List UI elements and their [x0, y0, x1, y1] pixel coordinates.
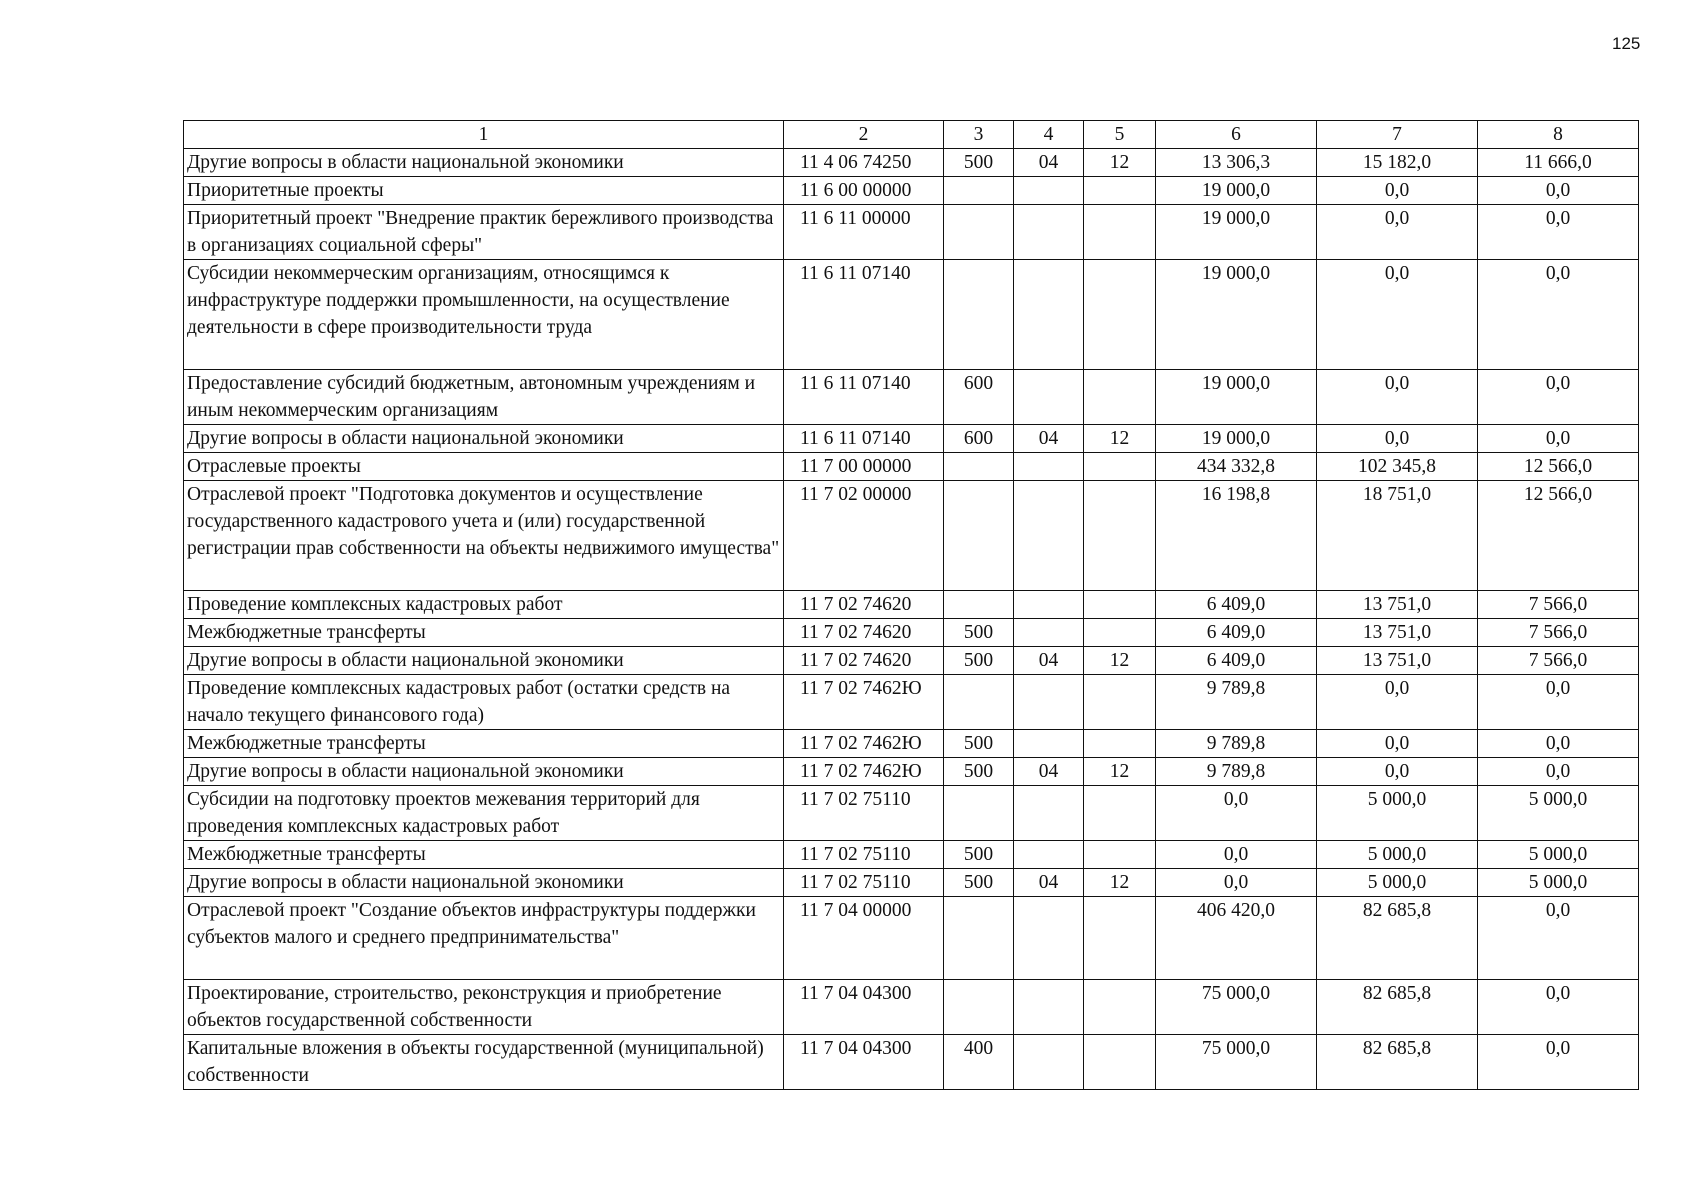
- header-cell-5: 5: [1084, 121, 1156, 149]
- row-value-col6-cell: 0,0: [1156, 786, 1317, 841]
- row-type-cell: 500: [944, 730, 1014, 758]
- row-value-col8-cell: 0,0: [1478, 370, 1639, 425]
- table-row: [184, 647, 1639, 675]
- table-row: [184, 177, 1639, 205]
- table-row: [184, 980, 1639, 1035]
- row-type-cell: 600: [944, 425, 1014, 453]
- row-code-cell: 11 7 00 00000: [784, 453, 944, 481]
- row-value-col8-cell: 5 000,0: [1478, 786, 1639, 841]
- header-cell-7: 7: [1317, 121, 1478, 149]
- row-value-col8-cell: 0,0: [1478, 1035, 1639, 1090]
- row-value-col6-cell: 75 000,0: [1156, 980, 1317, 1035]
- row-section-cell: [1014, 260, 1084, 370]
- table-row: [184, 149, 1639, 177]
- row-value-col6-cell: 9 789,8: [1156, 730, 1317, 758]
- table-row: [184, 591, 1639, 619]
- row-type-cell: [944, 675, 1014, 730]
- row-value-col7-cell: 82 685,8: [1317, 897, 1478, 980]
- row-value-col6-cell: 9 789,8: [1156, 758, 1317, 786]
- row-value-col8-cell: 0,0: [1478, 897, 1639, 980]
- table-row: [184, 758, 1639, 786]
- table-row: [184, 897, 1639, 980]
- row-name-cell: Отраслевой проект "Подготовка документов и осуществление государственного кадастрового учета и (или) государственной регистрации прав собственности на объекты недвижимого имущества": [184, 481, 784, 591]
- row-name-cell: Предоставление субсидий бюджетным, автономным учреждениям и иным некоммерческим организациям: [184, 370, 784, 425]
- row-name-cell: Приоритетные проекты: [184, 177, 784, 205]
- row-name-cell: Другие вопросы в области национальной экономики: [184, 149, 784, 177]
- row-subsection-cell: [1084, 260, 1156, 370]
- row-subsection-cell: 12: [1084, 425, 1156, 453]
- row-value-col6-cell: 19 000,0: [1156, 260, 1317, 370]
- row-type-cell: [944, 591, 1014, 619]
- row-value-col8-cell: 7 566,0: [1478, 619, 1639, 647]
- row-name-cell: Проведение комплексных кадастровых работ (остатки средств на начало текущего финансового года): [184, 675, 784, 730]
- row-value-col8-cell: 11 666,0: [1478, 149, 1639, 177]
- row-value-col7-cell: 5 000,0: [1317, 786, 1478, 841]
- row-code-cell: 11 7 02 74620: [784, 647, 944, 675]
- row-name-cell: Другие вопросы в области национальной экономики: [184, 647, 784, 675]
- row-subsection-cell: [1084, 453, 1156, 481]
- row-type-cell: 500: [944, 149, 1014, 177]
- row-value-col7-cell: 13 751,0: [1317, 591, 1478, 619]
- row-name-cell: Межбюджетные трансферты: [184, 619, 784, 647]
- row-section-cell: [1014, 841, 1084, 869]
- row-value-col6-cell: 13 306,3: [1156, 149, 1317, 177]
- row-name-cell: Межбюджетные трансферты: [184, 730, 784, 758]
- row-subsection-cell: [1084, 841, 1156, 869]
- row-value-col7-cell: 0,0: [1317, 675, 1478, 730]
- row-subsection-cell: [1084, 619, 1156, 647]
- row-code-cell: 11 6 11 07140: [784, 260, 944, 370]
- row-section-cell: 04: [1014, 425, 1084, 453]
- row-type-cell: 600: [944, 370, 1014, 425]
- row-name-cell: Другие вопросы в области национальной экономики: [184, 869, 784, 897]
- table-row: [184, 619, 1639, 647]
- row-section-cell: [1014, 675, 1084, 730]
- row-value-col6-cell: 19 000,0: [1156, 425, 1317, 453]
- row-section-cell: [1014, 177, 1084, 205]
- row-value-col6-cell: 9 789,8: [1156, 675, 1317, 730]
- row-type-cell: [944, 481, 1014, 591]
- table-row: [184, 786, 1639, 841]
- row-subsection-cell: [1084, 980, 1156, 1035]
- row-name-cell: Межбюджетные трансферты: [184, 841, 784, 869]
- row-code-cell: 11 7 02 74620: [784, 619, 944, 647]
- row-value-col8-cell: 12 566,0: [1478, 453, 1639, 481]
- row-section-cell: [1014, 205, 1084, 260]
- row-type-cell: [944, 260, 1014, 370]
- row-type-cell: [944, 897, 1014, 980]
- row-value-col7-cell: 0,0: [1317, 177, 1478, 205]
- row-code-cell: 11 7 04 04300: [784, 980, 944, 1035]
- row-value-col7-cell: 18 751,0: [1317, 481, 1478, 591]
- row-subsection-cell: 12: [1084, 869, 1156, 897]
- row-value-col8-cell: 5 000,0: [1478, 869, 1639, 897]
- row-code-cell: 11 7 02 75110: [784, 786, 944, 841]
- row-section-cell: 04: [1014, 647, 1084, 675]
- row-value-col7-cell: 0,0: [1317, 370, 1478, 425]
- header-cell-3: 3: [944, 121, 1014, 149]
- row-code-cell: 11 4 06 74250: [784, 149, 944, 177]
- row-name-cell: Другие вопросы в области национальной экономики: [184, 758, 784, 786]
- row-subsection-cell: [1084, 591, 1156, 619]
- row-value-col8-cell: 5 000,0: [1478, 841, 1639, 869]
- row-value-col6-cell: 6 409,0: [1156, 619, 1317, 647]
- row-value-col8-cell: 7 566,0: [1478, 591, 1639, 619]
- row-value-col7-cell: 0,0: [1317, 260, 1478, 370]
- row-value-col8-cell: 0,0: [1478, 205, 1639, 260]
- row-value-col8-cell: 0,0: [1478, 730, 1639, 758]
- row-code-cell: 11 7 02 75110: [784, 869, 944, 897]
- row-type-cell: [944, 177, 1014, 205]
- row-name-cell: Капитальные вложения в объекты государственной (муниципальной) собственности: [184, 1035, 784, 1090]
- row-type-cell: [944, 453, 1014, 481]
- row-code-cell: 11 7 02 7462Ю: [784, 730, 944, 758]
- row-code-cell: 11 7 02 00000: [784, 481, 944, 591]
- row-value-col8-cell: 7 566,0: [1478, 647, 1639, 675]
- row-section-cell: [1014, 453, 1084, 481]
- table-row: [184, 453, 1639, 481]
- row-name-cell: Субсидии некоммерческим организациям, относящимся к инфраструктуре поддержки промышленности, на осуществление деятельности в сфере производительности труда: [184, 260, 784, 370]
- budget-table: [183, 120, 1639, 1090]
- table-row: [184, 425, 1639, 453]
- row-subsection-cell: [1084, 675, 1156, 730]
- row-name-cell: Отраслевые проекты: [184, 453, 784, 481]
- row-section-cell: [1014, 980, 1084, 1035]
- row-name-cell: Проектирование, строительство, реконструкция и приобретение объектов государственной собственности: [184, 980, 784, 1035]
- table-row: [184, 730, 1639, 758]
- row-value-col7-cell: 13 751,0: [1317, 619, 1478, 647]
- row-value-col6-cell: 6 409,0: [1156, 591, 1317, 619]
- row-value-col8-cell: 0,0: [1478, 980, 1639, 1035]
- row-code-cell: 11 6 11 07140: [784, 370, 944, 425]
- row-section-cell: [1014, 1035, 1084, 1090]
- row-value-col6-cell: 6 409,0: [1156, 647, 1317, 675]
- row-section-cell: 04: [1014, 758, 1084, 786]
- row-value-col7-cell: 0,0: [1317, 205, 1478, 260]
- row-value-col6-cell: 19 000,0: [1156, 177, 1317, 205]
- table-row: [184, 370, 1639, 425]
- row-code-cell: 11 7 04 04300: [784, 1035, 944, 1090]
- row-section-cell: [1014, 730, 1084, 758]
- row-subsection-cell: 12: [1084, 149, 1156, 177]
- row-type-cell: 500: [944, 647, 1014, 675]
- row-subsection-cell: [1084, 1035, 1156, 1090]
- header-cell-1: 1: [184, 121, 784, 149]
- row-value-col6-cell: 19 000,0: [1156, 370, 1317, 425]
- row-section-cell: [1014, 591, 1084, 619]
- table-row: [184, 869, 1639, 897]
- row-value-col6-cell: 434 332,8: [1156, 453, 1317, 481]
- row-value-col8-cell: 0,0: [1478, 260, 1639, 370]
- row-value-col6-cell: 16 198,8: [1156, 481, 1317, 591]
- row-type-cell: [944, 205, 1014, 260]
- table-row: [184, 205, 1639, 260]
- row-value-col6-cell: 0,0: [1156, 841, 1317, 869]
- row-name-cell: Отраслевой проект "Создание объектов инфраструктуры поддержки субъектов малого и среднего предпринимательства": [184, 897, 784, 980]
- table-row: [184, 1035, 1639, 1090]
- row-subsection-cell: [1084, 370, 1156, 425]
- row-subsection-cell: [1084, 481, 1156, 591]
- row-type-cell: [944, 980, 1014, 1035]
- header-cell-6: 6: [1156, 121, 1317, 149]
- row-value-col6-cell: 19 000,0: [1156, 205, 1317, 260]
- row-section-cell: [1014, 619, 1084, 647]
- row-subsection-cell: [1084, 786, 1156, 841]
- row-section-cell: 04: [1014, 149, 1084, 177]
- header-cell-4: 4: [1014, 121, 1084, 149]
- row-type-cell: 500: [944, 869, 1014, 897]
- row-subsection-cell: [1084, 177, 1156, 205]
- row-section-cell: [1014, 786, 1084, 841]
- row-type-cell: 500: [944, 758, 1014, 786]
- table-row: [184, 675, 1639, 730]
- row-section-cell: [1014, 370, 1084, 425]
- row-name-cell: Другие вопросы в области национальной экономики: [184, 425, 784, 453]
- row-code-cell: 11 6 11 00000: [784, 205, 944, 260]
- row-value-col7-cell: 5 000,0: [1317, 869, 1478, 897]
- row-value-col7-cell: 13 751,0: [1317, 647, 1478, 675]
- row-value-col8-cell: 0,0: [1478, 177, 1639, 205]
- table-row: [184, 841, 1639, 869]
- row-value-col7-cell: 5 000,0: [1317, 841, 1478, 869]
- row-value-col8-cell: 0,0: [1478, 758, 1639, 786]
- row-value-col6-cell: 0,0: [1156, 869, 1317, 897]
- header-cell-8: 8: [1478, 121, 1639, 149]
- row-value-col7-cell: 82 685,8: [1317, 980, 1478, 1035]
- table-row: [184, 260, 1639, 370]
- row-section-cell: [1014, 481, 1084, 591]
- row-value-col8-cell: 0,0: [1478, 425, 1639, 453]
- row-subsection-cell: [1084, 897, 1156, 980]
- row-subsection-cell: 12: [1084, 647, 1156, 675]
- row-type-cell: 500: [944, 619, 1014, 647]
- row-code-cell: 11 7 02 7462Ю: [784, 675, 944, 730]
- row-value-col7-cell: 82 685,8: [1317, 1035, 1478, 1090]
- row-value-col6-cell: 75 000,0: [1156, 1035, 1317, 1090]
- row-value-col7-cell: 0,0: [1317, 758, 1478, 786]
- page-number: 125: [1612, 34, 1641, 53]
- row-code-cell: 11 6 00 00000: [784, 177, 944, 205]
- row-code-cell: 11 7 02 74620: [784, 591, 944, 619]
- row-value-col6-cell: 406 420,0: [1156, 897, 1317, 980]
- row-code-cell: 11 7 02 75110: [784, 841, 944, 869]
- row-value-col7-cell: 0,0: [1317, 425, 1478, 453]
- row-code-cell: 11 7 04 00000: [784, 897, 944, 980]
- row-code-cell: 11 7 02 7462Ю: [784, 758, 944, 786]
- row-section-cell: [1014, 897, 1084, 980]
- row-type-cell: [944, 786, 1014, 841]
- row-section-cell: 04: [1014, 869, 1084, 897]
- row-name-cell: Проведение комплексных кадастровых работ: [184, 591, 784, 619]
- row-subsection-cell: [1084, 730, 1156, 758]
- header-cell-2: 2: [784, 121, 944, 149]
- row-value-col7-cell: 15 182,0: [1317, 149, 1478, 177]
- row-name-cell: Субсидии на подготовку проектов межевания территорий для проведения комплексных кадастровых работ: [184, 786, 784, 841]
- row-type-cell: 500: [944, 841, 1014, 869]
- row-subsection-cell: 12: [1084, 758, 1156, 786]
- header-row: [184, 121, 1639, 149]
- row-name-cell: Приоритетный проект "Внедрение практик бережливого производства в организациях социальной сферы": [184, 205, 784, 260]
- row-subsection-cell: [1084, 205, 1156, 260]
- row-code-cell: 11 6 11 07140: [784, 425, 944, 453]
- row-value-col8-cell: 12 566,0: [1478, 481, 1639, 591]
- row-value-col7-cell: 102 345,8: [1317, 453, 1478, 481]
- row-value-col7-cell: 0,0: [1317, 730, 1478, 758]
- table-row: [184, 481, 1639, 591]
- row-type-cell: 400: [944, 1035, 1014, 1090]
- row-value-col8-cell: 0,0: [1478, 675, 1639, 730]
